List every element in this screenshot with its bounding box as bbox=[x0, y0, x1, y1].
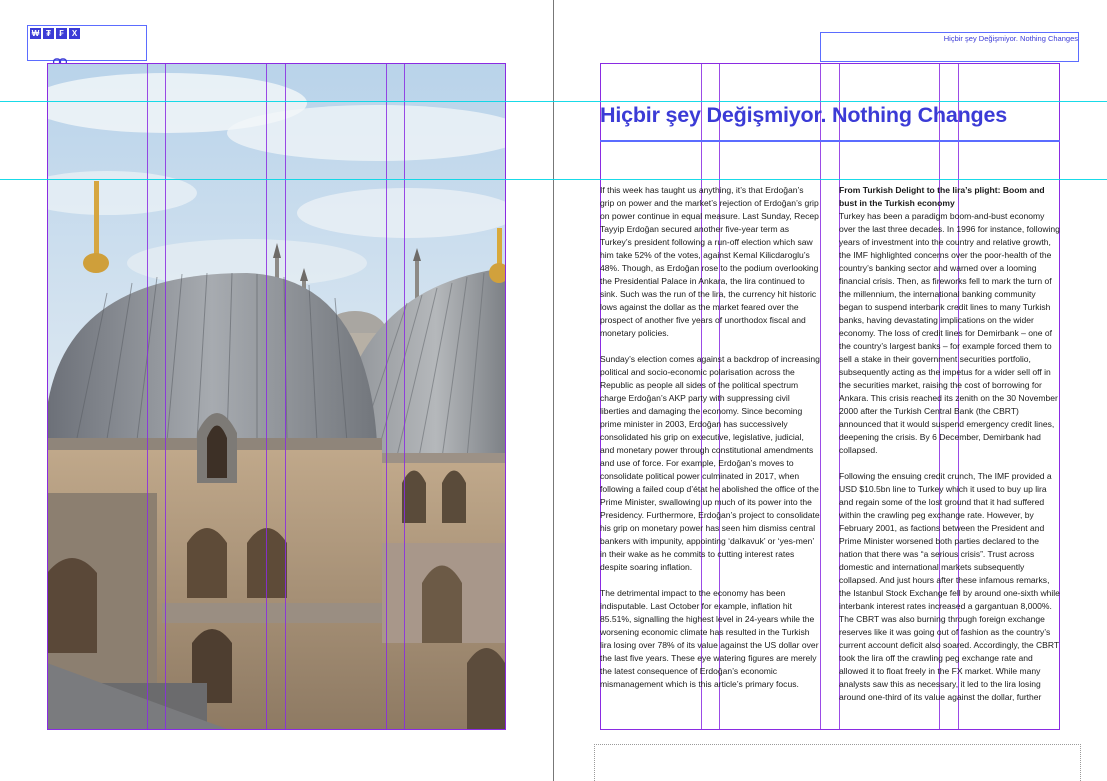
body-paragraph: The detrimental impact to the economy has been indisputable. Last October for example, inflation hit 85.51%, signalling the highest level in 24-years while the worsening economic climate has resulted in the Turkish lira losing over 78% of its value against the US dollar over the last five years. These eye watering figures are merely the latest consequence of Erdoğan’s economic mismanagement which is this article’s primary focus. bbox=[600, 588, 819, 689]
column-guide bbox=[386, 63, 387, 730]
title-frame-bottom bbox=[600, 140, 1060, 142]
next-page-outline bbox=[594, 744, 1081, 781]
body-paragraph: If this week has taught us anything, it’s that Erdoğan’s grip on power and the market’s rejection of Erdoğan’s grip on power continue in equal measure. Last Sunday, Recep Tayyip Erdoğan secured another five-year term as Turkey’s president following a run-off election which saw him take 52% of the votes, against Kemal Kilicdaroglu’s 48%. Though, as Erdoğan rose to the podium overlooking the Presidential Palace in Ankara, the lira continued to sink. Such was the run of the lira, the currency hit historic lows against the dollar as the market feared over the prospect of another five years of unorthodox fiscal and monetary policies. bbox=[600, 185, 819, 338]
running-header-frame[interactable] bbox=[820, 32, 1079, 62]
logo-letter: X bbox=[69, 28, 80, 39]
column-guide bbox=[404, 63, 405, 730]
logo-letter: ₮ bbox=[43, 28, 54, 39]
column-guide bbox=[147, 63, 148, 730]
column-guide bbox=[820, 63, 821, 730]
article-title[interactable]: Hiçbir şey Değişmiyor. Nothing Changes bbox=[600, 103, 1007, 127]
horizontal-ruler-guide[interactable] bbox=[0, 179, 1107, 180]
image-frame-outline[interactable] bbox=[47, 63, 506, 730]
body-text-column-left[interactable] bbox=[600, 184, 820, 704]
logo-letter: ₣ bbox=[56, 28, 67, 39]
column-guide bbox=[165, 63, 166, 730]
body-text-column-right[interactable] bbox=[839, 184, 1061, 717]
horizontal-ruler-guide[interactable] bbox=[0, 101, 1107, 102]
column-guide bbox=[266, 63, 267, 730]
body-paragraph: Sunday’s election comes against a backdrop of increasing political and socio-economic polarisation across the Republic as people all sides of the political spectrum charge Erdoğan’s AKP party with suppressing civil liberties and damaging the economy. Since becoming prime minister in 2003, Erdoğan has successively consolidated his grip on executive, legislative, judicial, and monetary power through constitutional amendments and use of force. For example, Erdoğan’s moves to consolidate political power culminated in 2017, when following a failed coup d’état he abolished the office of the Prime Minister, swallowing up much of its power into the Presidency. Furthermore, Erdoğan’s project to consolidate his grip on monetary power has seen him dismiss central bankers with impunity, appointing ‘dalkavuk’ or ‘yes-men’ in their wake as he commits to cutting interest rates despite soaring inflation. bbox=[600, 354, 820, 572]
logo-letter: ₩ bbox=[31, 29, 40, 38]
logo-text-frame[interactable] bbox=[27, 25, 147, 61]
column-guide bbox=[285, 63, 286, 730]
section-heading: From Turkish Delight to the lira’s plight: Boom and bust in the Turkish economy bbox=[839, 185, 1045, 208]
body-paragraph: Following the ensuing credit crunch, The IMF provided a USD $10.5bn line to Turkey which it used to buy up lira and regain some of the lost ground that it had suffered within the crawling peg exchange rate. However, by February 2001, as factions between the President and Prime Minister worsened both parties declared to the nation that there was “a serious crisis”. Trust across domestic and international markets subsequently collapsed. And just hours after these infamous remarks, the Istanbul Stock Exchange fell by around one-sixth while interbank interest rates increased a gargantuan 8,000%. The CBRT was also burning through foreign exchange reserves like it was going out of fashion as the country’s current account deficit also soared. Accordingly, the CBRT took the lira off the crawling peg exchange rate and allowed it to float freely in the FX market. While many analysts saw this as necessary, it led to the lira losing around one-third of its value against the dollar, further bbox=[839, 471, 1060, 702]
spread-divider bbox=[553, 0, 554, 781]
running-header-text: Hiçbir şey Değişmiyor. Nothing Changes bbox=[943, 34, 1078, 43]
body-paragraph: Turkey has been a paradigm boom-and-bust economy over the last three decades. In 1996 for instance, following years of investment into the country and relative growth, the IMF highlighted concerns over the poor-health of the country’s banking sector and warned over a looming financial crisis. Then, as fireworks fell to mark the turn of the millennium, the international banking community began to suspend interbank credit lines to many Turkish banks, having devastating implications on the wider economy. The loss of credit lines for Demirbank – one of the country’s largest banks – for example forced them to sell a stake in their government securities portfolio, subsequently acting as the impetus for a wider sell off in the securities market, raising the cost of borrowing for Ankara. This crisis reached its zenith on the 30 November 2000 after the Turkish Central Bank (the CBRT) announced that it would suspend emergency credit lines, deepening the crisis. By 6 December, Demirbank had collapsed. bbox=[839, 211, 1060, 455]
